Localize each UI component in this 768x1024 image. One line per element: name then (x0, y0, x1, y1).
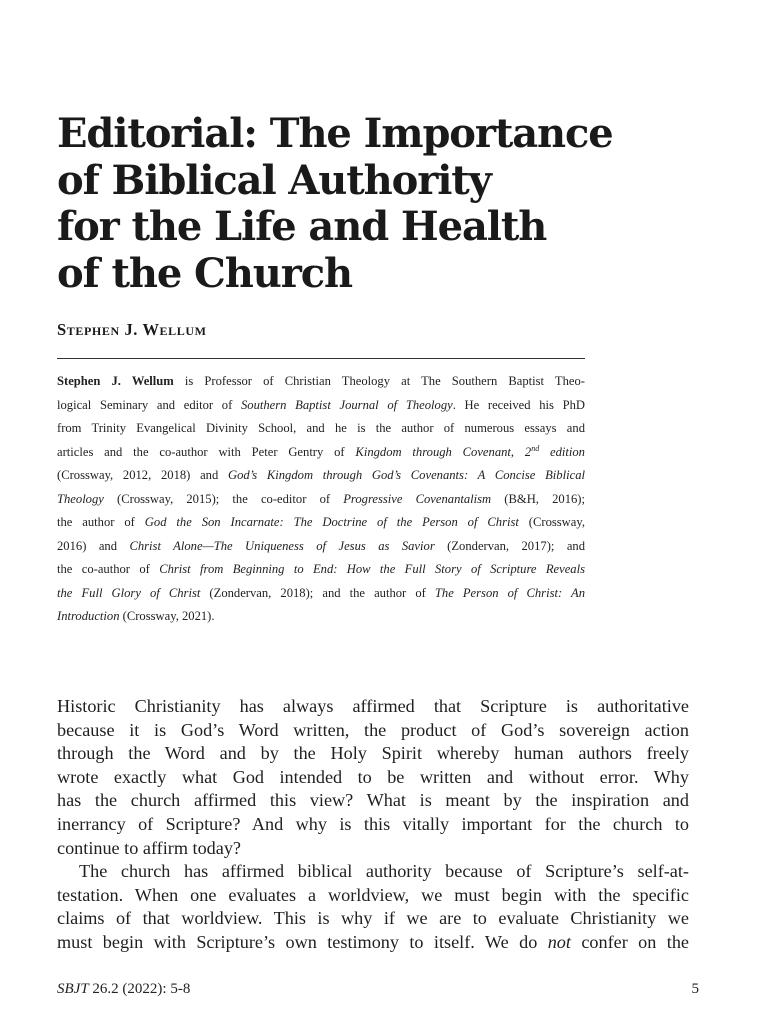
bio-line: articles and the co-author with Peter Gentry of Kingdom through Covenant, 2nd edition (57, 443, 585, 459)
body-line: inerrancy of Scripture? And why is this vitally important for the church to (57, 813, 689, 834)
title-line: Editorial: The Importance (57, 110, 613, 157)
body-line: wrote exactly what God intended to be written and without error. Why (57, 766, 689, 787)
title-line: of the Church (57, 249, 352, 297)
body-line: through the Word and by the Holy Spirit whereby human authors freely (57, 743, 689, 764)
bio-line: Theology (Crossway, 2015); the co-editor of Progressive Covenantalism (B&H, 2016); (57, 491, 585, 506)
bio-line: the Full Glory of Christ (Zondervan, 2018); and the author of The Person of Christ: An (57, 585, 586, 600)
journal-abbrev: SBJT (57, 981, 89, 997)
bio-line: (Crossway, 2012, 2018) and God’s Kingdom through God’s Covenants: A Concise Biblical (57, 468, 585, 482)
body-line: claims of that worldview. This is why if we are to evaluate Christianity we (57, 908, 689, 929)
body-line: because it is God’s Word written, the product of God’s sovereign action (57, 719, 689, 740)
divider (57, 358, 585, 359)
bio-line: 2016) and Christ Alone—The Uniqueness of Jesus as Savior (Zondervan, 2017); and (57, 538, 586, 553)
bio-line: Introduction (Crossway, 2021). (57, 609, 215, 623)
article-title (57, 111, 717, 297)
title-line: of Biblical Authority (57, 156, 491, 204)
body-line: Historic Christianity has always affirmed that Scripture is authoritative (57, 696, 689, 716)
body-line: must begin with Scripture’s own testimony to itself. We do not confer on the (57, 931, 689, 952)
bio-line: the co-author of Christ from Beginning to End: How the Full Story of Scripture Reveals (57, 562, 585, 576)
body-line: continue to affirm today? (57, 837, 242, 858)
body-line: has the church affirmed this view? What is meant by the inspiration and (57, 790, 689, 811)
body-line: testation. When one evaluates a worldview, we must begin with the specific (57, 884, 689, 905)
bio-line: Stephen J. Wellum is Professor of Christian Theology at The Southern Baptist Theo- (57, 374, 585, 388)
article-body (57, 695, 689, 955)
author-bio (57, 370, 585, 629)
footer-citation: SBJT 26.2 (2022): 5-8 (57, 981, 191, 997)
title-line: for the Life and Health (57, 203, 547, 250)
author-byline: Stephen J. Wellum (57, 320, 207, 339)
bio-line: from Trinity Evangelical Divinity School, and he is the author of numerous essays and (57, 421, 585, 435)
bio-line: the author of God the Son Incarnate: The Doctrine of the Person of Christ (Crossway, (57, 515, 585, 529)
bio-line: logical Seminary and editor of Southern Baptist Journal of Theology. He received his PhD (57, 397, 585, 412)
bio-author-name: Stephen J. Wellum (57, 374, 174, 388)
page-number: 5 (691, 981, 699, 997)
body-line: The church has affirmed biblical authority because of Scripture’s self-at- (79, 861, 689, 882)
